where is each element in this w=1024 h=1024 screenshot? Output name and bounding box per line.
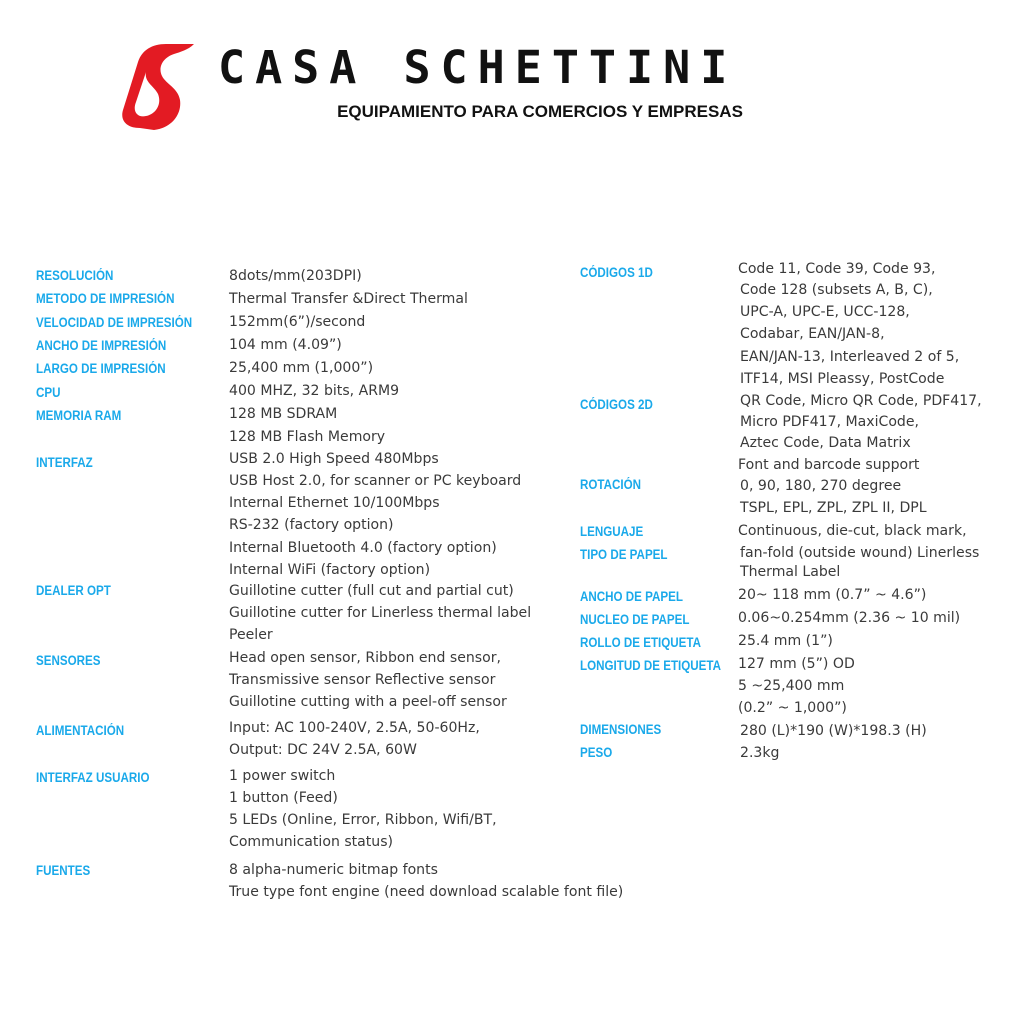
spec-value: Head open sensor, Ribbon end sensor, — [229, 650, 501, 666]
spec-value: 1 power switch — [229, 768, 336, 784]
spec-value: (0.2” ~ 1,000”) — [738, 700, 847, 716]
spec-value: ITF14, MSI Pleassy, PostCode — [740, 371, 945, 387]
spec-value: Thermal Transfer &Direct Thermal — [229, 291, 468, 307]
spec-value: EAN/JAN-13, Interleaved 2 of 5, — [740, 349, 960, 365]
spec-value: 0, 90, 180, 270 degree — [740, 478, 902, 494]
spec-value: Internal WiFi (factory option) — [229, 562, 431, 578]
spec-value: Internal Ethernet 10/100Mbps — [229, 495, 440, 511]
spec-label-alimentacion: ALIMENTACIÓN — [36, 723, 125, 738]
spec-value: Thermal Label — [740, 564, 841, 580]
spec-label-peso: PESO — [580, 745, 613, 760]
spec-label-rollo: ROLLO DE ETIQUETA — [580, 635, 702, 650]
spec-value: 104 mm (4.09”) — [229, 337, 342, 353]
spec-value: Peeler — [229, 627, 273, 643]
brand-title: CASA SCHETTINI — [218, 41, 738, 94]
brand-tagline: EQUIPAMIENTO PARA COMERCIOS Y EMPRESAS — [337, 102, 743, 121]
spec-label-ancho: ANCHO DE IMPRESIÓN — [36, 338, 167, 353]
spec-value: Continuous, die-cut, black mark, — [738, 523, 967, 539]
spec-value: Input: AC 100-240V, 2.5A, 50-60Hz, — [229, 720, 480, 736]
spec-label-rotacion: ROTACIÓN — [580, 477, 642, 492]
spec-value: Code 128 (subsets A, B, C), — [740, 282, 933, 298]
spec-label-codigos-1d: CÓDIGOS 1D — [580, 265, 653, 280]
spec-value: Code 11, Code 39, Code 93, — [738, 261, 936, 277]
spec-value: Output: DC 24V 2.5A, 60W — [229, 742, 417, 758]
spec-value: Guillotine cutting with a peel-off sensor — [229, 694, 507, 710]
spec-value: 2.3kg — [740, 745, 780, 761]
spec-value: 128 MB Flash Memory — [229, 429, 386, 445]
spec-value: UPC-A, UPC-E, UCC-128, — [740, 304, 910, 320]
spec-value: 5 LEDs (Online, Error, Ribbon, Wifi/BT, — [229, 812, 497, 828]
spec-value: 400 MHZ, 32 bits, ARM9 — [229, 383, 400, 399]
spec-label-codigos-2d: CÓDIGOS 2D — [580, 397, 653, 412]
spec-value: True type font engine (need download scalable font file) — [229, 884, 624, 900]
spec-label-memoria: MEMORIA RAM — [36, 408, 122, 423]
spec-value: TSPL, EPL, ZPL, ZPL II, DPL — [740, 500, 927, 516]
spec-value: 127 mm (5”) OD — [738, 656, 855, 672]
spec-label-cpu: CPU — [36, 385, 61, 400]
spec-value: Guillotine cutter for Linerless thermal label — [229, 605, 532, 621]
spec-label-dimensiones: DIMENSIONES — [580, 722, 662, 737]
spec-label-longitud: LONGITUD DE ETIQUETA — [580, 658, 722, 673]
spec-value: 152mm(6”)/second — [229, 314, 366, 330]
spec-label-sensores: SENSORES — [36, 653, 101, 668]
spec-value: 25,400 mm (1,000”) — [229, 360, 374, 376]
spec-label-largo: LARGO DE IMPRESIÓN — [36, 361, 166, 376]
spec-label-fuentes: FUENTES — [36, 863, 91, 878]
spec-value: 8 alpha-numeric bitmap fonts — [229, 862, 438, 878]
spec-value: 128 MB SDRAM — [229, 406, 338, 422]
spec-value: fan-fold (outside wound) Linerless — [740, 545, 980, 561]
spec-label-interfaz: INTERFAZ — [36, 455, 93, 470]
spec-value: Communication status) — [229, 834, 394, 850]
spec-value: USB Host 2.0, for scanner or PC keyboard — [229, 473, 522, 489]
spec-label-ancho-papel: ANCHO DE PAPEL — [580, 589, 683, 604]
spec-label-resolucion: RESOLUCIÓN — [36, 268, 114, 283]
spec-value: Font and barcode support — [738, 457, 920, 473]
spec-label-nucleo: NUCLEO DE PAPEL — [580, 612, 690, 627]
spec-label-lenguaje: LENGUAJE — [580, 524, 644, 539]
spec-value: 0.06~0.254mm (2.36 ~ 10 mil) — [738, 610, 961, 626]
spec-value: 5 ~25,400 mm — [738, 678, 845, 694]
spec-value: RS-232 (factory option) — [229, 517, 394, 533]
spec-value: 25.4 mm (1”) — [738, 633, 833, 649]
spec-label-metodo: METODO DE IMPRESIÓN — [36, 291, 175, 306]
casa-schettini-logo — [118, 42, 198, 132]
spec-value: QR Code, Micro QR Code, PDF417, — [740, 393, 982, 409]
spec-value: 20~ 118 mm (0.7” ~ 4.6”) — [738, 587, 927, 603]
spec-label-dealer: DEALER OPT — [36, 583, 111, 598]
spec-value: USB 2.0 High Speed 480Mbps — [229, 451, 439, 467]
spec-value: Transmissive sensor Reflective sensor — [229, 672, 496, 688]
spec-value: Internal Bluetooth 4.0 (factory option) — [229, 540, 497, 556]
spec-value: 8dots/mm(203DPI) — [229, 268, 362, 284]
spec-value: Aztec Code, Data Matrix — [740, 435, 911, 451]
spec-value: 280 (L)*190 (W)*198.3 (H) — [740, 723, 927, 739]
spec-value: Codabar, EAN/JAN-8, — [740, 326, 885, 342]
spec-value: 1 button (Feed) — [229, 790, 338, 806]
spec-label-tipo-papel: TIPO DE PAPEL — [580, 547, 668, 562]
spec-label-interfaz-usuario: INTERFAZ USUARIO — [36, 770, 150, 785]
spec-value: Micro PDF417, MaxiCode, — [740, 414, 919, 430]
spec-value: Guillotine cutter (full cut and partial cut) — [229, 583, 514, 599]
spec-label-velocidad: VELOCIDAD DE IMPRESIÓN — [36, 315, 193, 330]
